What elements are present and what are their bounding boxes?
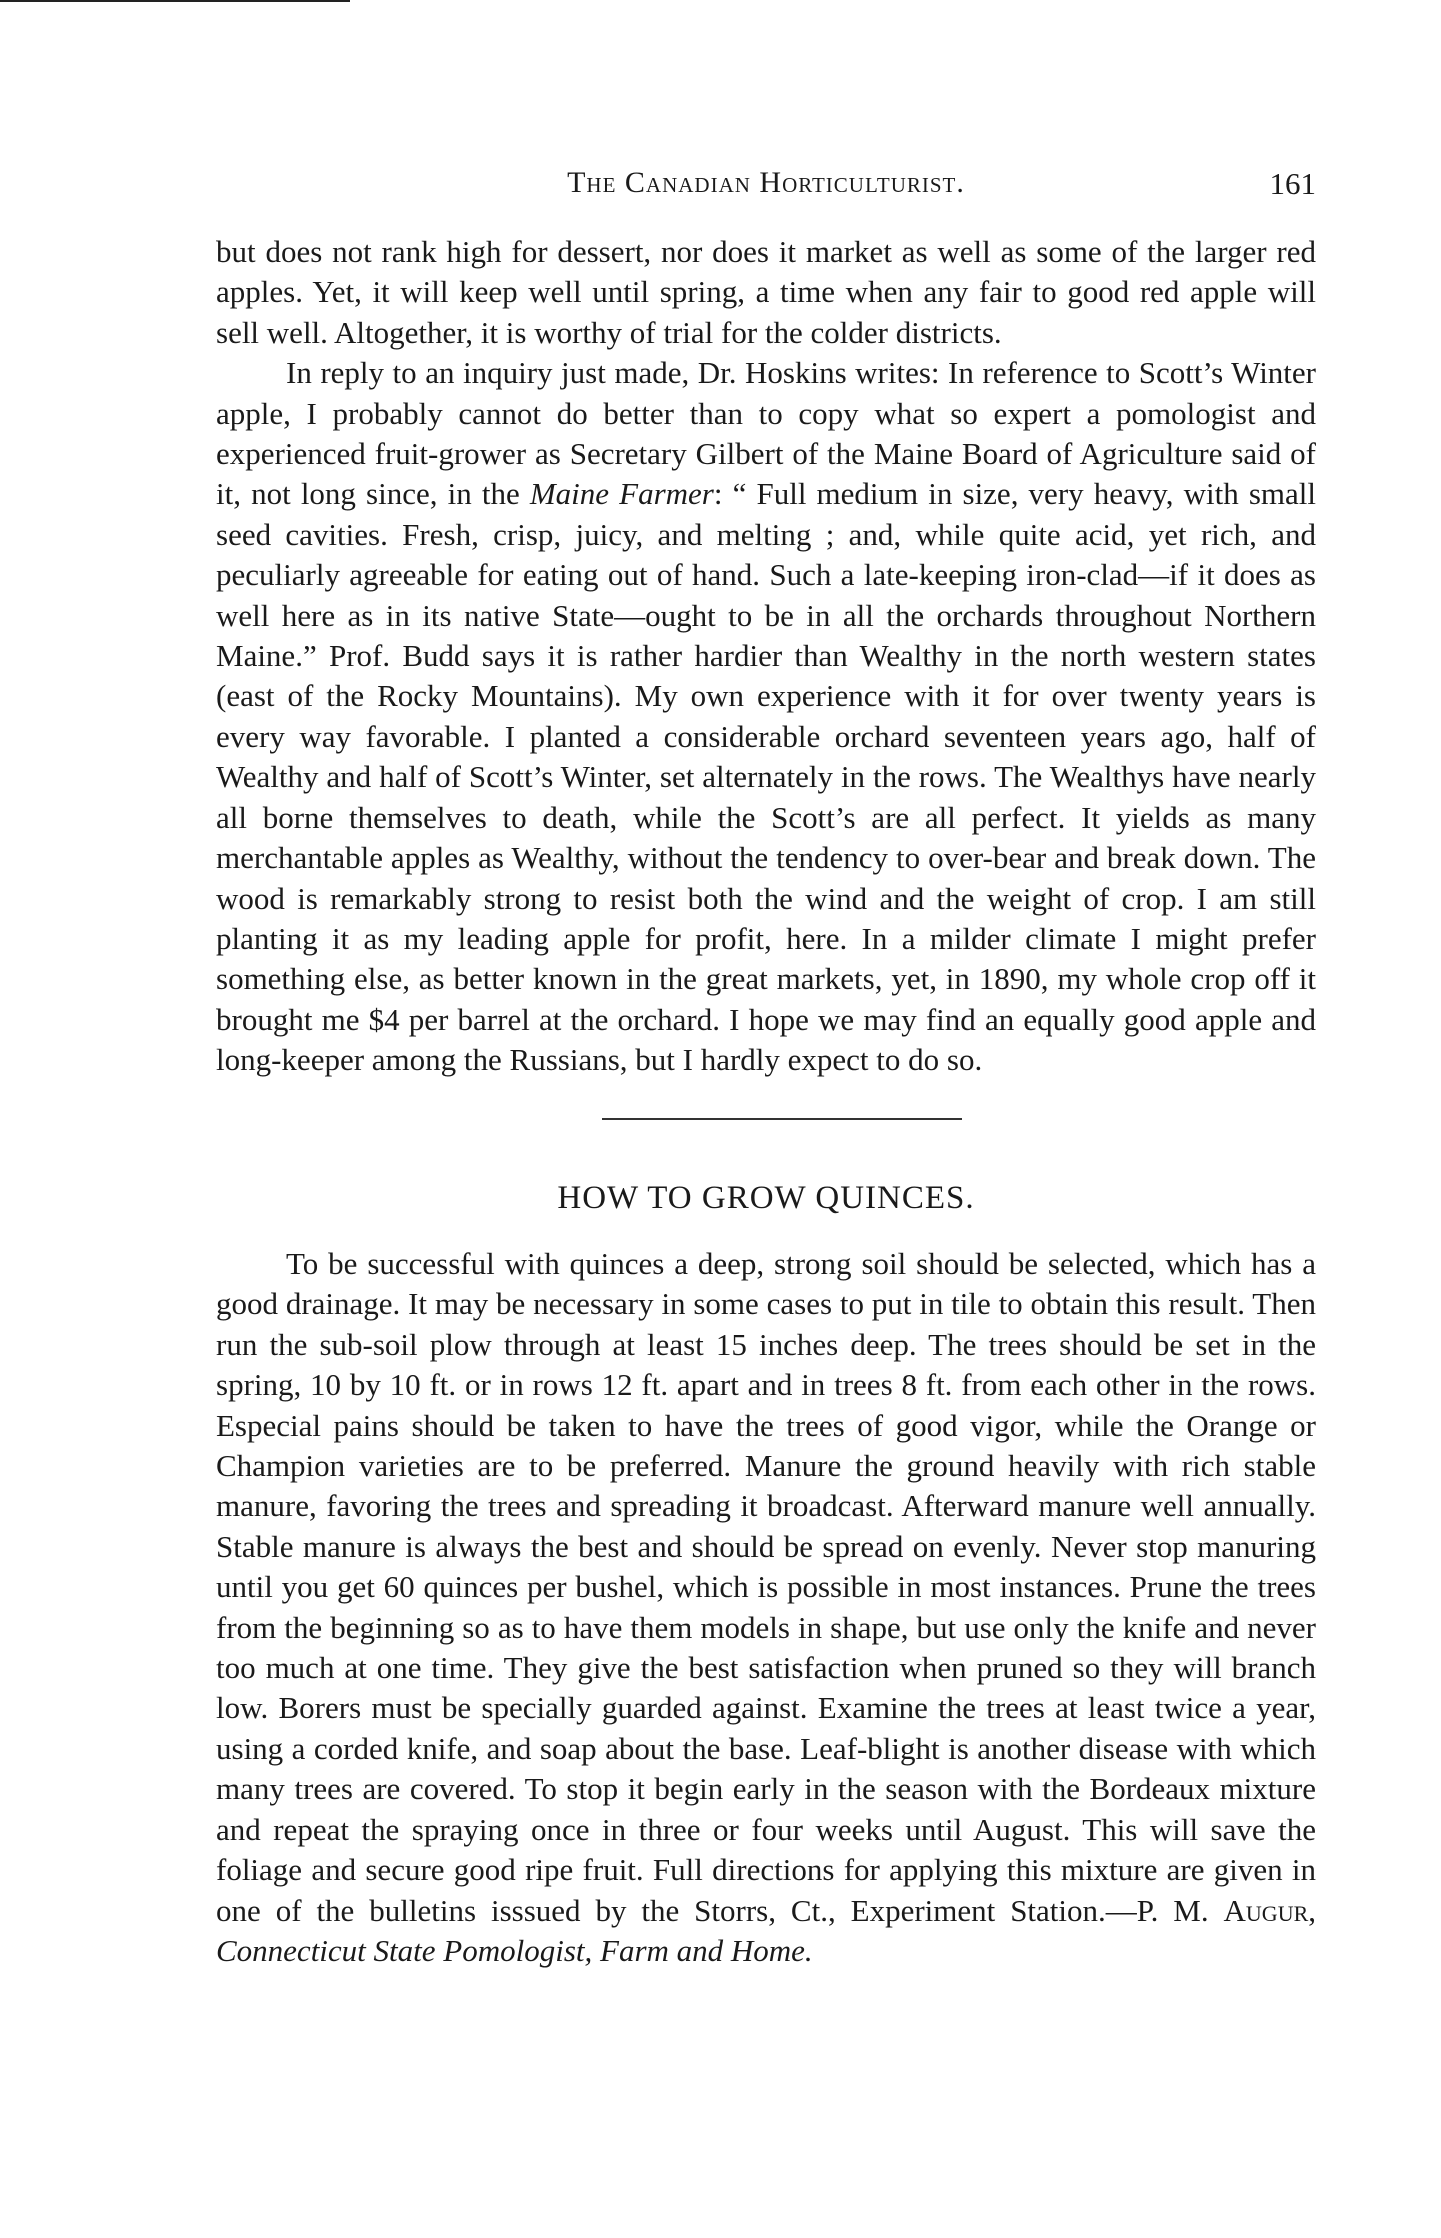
paragraph [216, 1244, 1316, 1971]
paragraph [216, 353, 1316, 1080]
paragraph-text: To be successful with quinces a deep, strong soil should be selected, which has a good drainage. It may be necessary in some cases to put in tile to obtain this result. Then run the sub-soil plow through at least 15 inches deep. The trees should be set in the spring, 10 by 10 ft. or in rows 12 ft. apart and in trees 8 ft. from each other in the rows. Especial pains should be taken to have the trees of good vigor, while the Orange or Champion varieties are to be preferred. Manure the ground heavily with rich stable manure, favoring the trees and spreading it broadcast. Afterward manure well annually. Stable manure is always the best and should be spread on evenly. Never stop manuring until you get 60 quinces per bushel, which is possible in most instances. Prune the trees from the beginning so as to have them models in shape, but use only the knife and never too much at one time. They give the best satisfaction when pruned so they will branch low. Borers must be specially guarded against. Examine the trees at least twice a year, using a corded knife, and soap about the base. Leaf-blight is another disease with which many trees are covered. To stop it begin early in the season with the Bordeaux mixture and repeat the spraying once in three or four weeks until August. This will save the foliage and secure good ripe fruit. Full directions for applying this mixture are given in one of the bulletins isssued by the Storrs, Ct., Experiment Station.—P. M. [216, 1246, 1316, 1928]
author-name: Augur, [1223, 1892, 1317, 1928]
article-quinces [216, 1244, 1316, 1971]
running-header [216, 166, 1316, 206]
running-title: The Canadian Horticulturist. [567, 166, 965, 199]
paragraph-text: : “ Full medium in size, very heavy, with small seed cavities. Fresh, crisp, juicy, and melting ; and, while quite acid, yet rich, and peculiarly agreeable for eating out of hand. Such a late-keeping iron-clad—if it does as well here as in its native State—ought to be in all the orchards throughout Northern Maine.” Prof. Budd says it is rather hardier than Wealthy in the north western states (east of the Rocky Mountains). My own experience with it for over twenty years is every way favorable. I planted a considerable orchard seventeen years ago, half of Wealthy and half of Scott’s Winter, set alternately in the rows. The Wealthys have nearly all borne themselves to death, while the Scott’s are all perfect. It yields as many merchantable apples as Wealthy, without the tendency to over-bear and break down. The wood is remarkably strong to resist both the wind and the weight of crop. I am still planting it as my leading apple for profit, here. In a milder climate I might prefer something else, as better known in the great markets, yet, in 1890, my whole crop off it brought me $4 per barrel at the orchard. I hope we may find an equally good apple and long-keeper among the Russians, but I hardly expect to do so. [216, 476, 1317, 1078]
article-title: HOW TO GROW QUINCES. [557, 1180, 975, 1216]
paragraph-text: In reply to an inquiry just made, Dr. Hoskins writes: In reference to Scott’s Winter apple, I probably cannot do better than to copy what so expert a pomologist and experienced fruit-grower as Secretary Gilbert of the Maine Board of Agriculture said of it, not long since, in the [216, 355, 1316, 512]
article-scotts-winter-apple [216, 232, 1316, 1081]
section-divider [602, 1118, 962, 1120]
top-edge-rule [0, 0, 350, 2]
paragraph: but does not rank high for dessert, nor does it market as well as some of the larger red apples. Yet, it will keep well until spring, a time when any fair to good red apple will sell well. Altogether, it is worthy of trial for the colder districts. [216, 234, 1316, 350]
publication-title: Maine Farmer [529, 476, 714, 512]
author-attribution: Connecticut State Pomologist, Farm and Home. [216, 1932, 813, 1968]
page-number: 161 [1269, 166, 1316, 201]
